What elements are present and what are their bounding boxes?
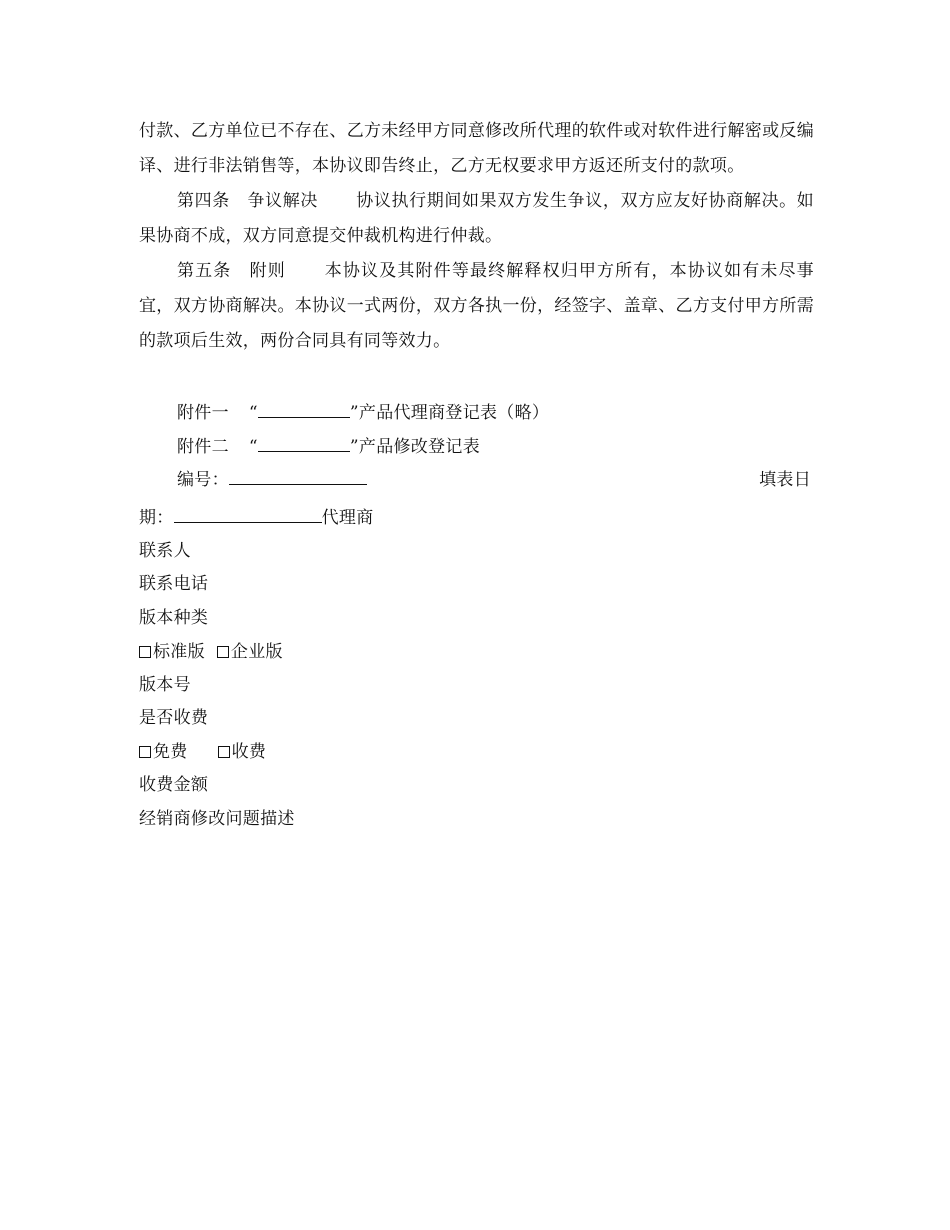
attachment-2-quote-open: “ — [248, 437, 258, 457]
date-agent-row — [139, 506, 374, 530]
paragraph-article-5 — [139, 254, 814, 359]
version-number-label: 版本号 — [139, 675, 191, 695]
attachment-1-blank — [258, 402, 350, 418]
paid-option-label: 收费 — [231, 742, 267, 762]
standard-checkbox[interactable] — [139, 646, 151, 658]
charge-options — [139, 740, 266, 764]
issue-description-label: 经销商修改问题描述 — [139, 809, 295, 829]
attachment-2 — [177, 435, 480, 459]
form-number-row — [177, 468, 367, 492]
charge-label: 是否收费 — [139, 708, 209, 728]
amount-label: 收费金额 — [139, 775, 209, 795]
free-option-label: 免费 — [153, 742, 188, 762]
date-label-start: 填表日 — [759, 470, 811, 490]
date-label-end: 期： — [139, 508, 174, 528]
article-4-body: 协议执行期间如果双方发生争议，双方应友好协商解决。如果协商不成，双方同意提交仲裁机构进行仲裁。 — [139, 191, 814, 246]
free-checkbox[interactable] — [139, 746, 151, 758]
agent-label: 代理商 — [321, 508, 374, 528]
paid-checkbox[interactable] — [218, 746, 230, 758]
enterprise-option-label: 企业版 — [230, 642, 283, 662]
contact-label: 联系人 — [139, 541, 191, 561]
enterprise-checkbox[interactable] — [217, 646, 229, 658]
number-label: 编号： — [177, 470, 229, 490]
attachment-2-label: 附件二 — [177, 437, 229, 457]
article-4-heading: 第四条 争议解决 — [177, 191, 318, 211]
agreement-body — [139, 114, 814, 359]
attachment-1 — [177, 401, 549, 425]
attachment-2-title: ”产品修改登记表 — [349, 437, 480, 457]
standard-option-label: 标准版 — [153, 642, 205, 662]
version-type-options — [139, 640, 283, 664]
paragraph-termination: 付款、乙方单位已不存在、乙方未经甲方同意修改所代理的软件或对软件进行解密或反编译、进行非法销售等，本协议即告终止，乙方无权要求甲方返还所支付的款项。 — [139, 121, 814, 176]
version-type-label: 版本种类 — [139, 608, 209, 628]
number-blank — [229, 469, 367, 485]
attachment-1-quote-open: “ — [248, 403, 258, 423]
paragraph-article-4 — [139, 184, 814, 254]
article-5-body: 本协议及其附件等最终解释权归甲方所有，本协议如有未尽事宜，双方协商解决。本协议一式两份，双方各执一份，经签字、盖章、乙方支付甲方所需的款项后生效，两份合同具有同等效力。 — [139, 261, 814, 351]
attachment-1-title: ”产品代理商登记表（略） — [349, 403, 550, 423]
phone-label: 联系电话 — [139, 574, 209, 594]
date-blank — [174, 507, 322, 523]
attachment-1-label: 附件一 — [177, 403, 229, 423]
attachment-2-blank — [258, 436, 350, 452]
article-5-heading: 第五条 附则 — [177, 261, 286, 281]
